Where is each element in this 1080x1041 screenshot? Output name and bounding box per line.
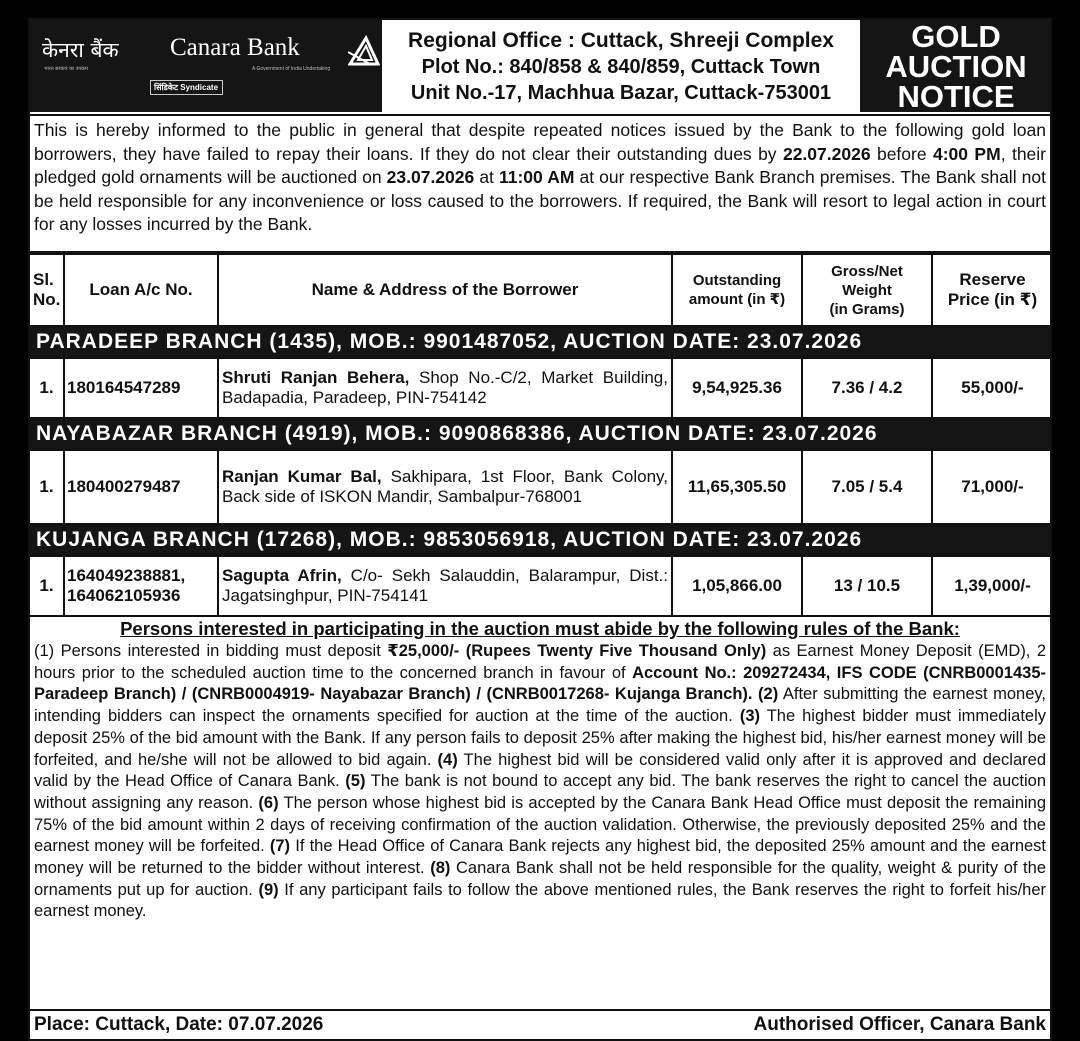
branch-heading-row [30, 524, 1052, 556]
office-line: Unit No.-17, Machhua Bazar, Cuttack-753001 [410, 82, 832, 104]
place-date: Place: Cuttack, Date: 07.07.2026 [34, 1014, 324, 1035]
intro-text: before [870, 143, 933, 164]
due-time: 4:00 PM [933, 143, 1001, 164]
logo-tagline-english: A Government of India Undertaking [252, 66, 331, 72]
branch-heading-row [30, 326, 1052, 358]
intro-text: at [474, 167, 499, 187]
cell-borrower: Sagupta Afrin, C/o- Sekh Salauddin, Balarampur, Dist.: Jagatsinghpur, PIN-754141 [218, 556, 672, 616]
cell-reserve-price: 55,000/- [932, 358, 1052, 418]
cell-outstanding: 1,05,866.00 [672, 556, 802, 616]
borrower-table [30, 253, 1052, 617]
authorised-signatory: Authorised Officer, Canara Bank [753, 1014, 1046, 1035]
canara-bank-logo [30, 20, 382, 112]
header-borrower: Name & Address of the Borrower [218, 254, 672, 326]
cell-outstanding: 9,54,925.36 [672, 358, 802, 418]
office-line: Plot No.: 840/858 & 840/859, Cuttack Town [421, 56, 821, 78]
syndicate-badge: सिंडिकेट Syndicate [150, 80, 223, 95]
cell-borrower: Shruti Ranjan Behera, Shop No.-C/2, Market Building, Badapadia, Paradeep, PIN-754142 [218, 358, 672, 418]
table-row [30, 358, 1052, 418]
branch-heading: KUJANGA BRANCH (17268), MOB.: 9853056918, AUCTION DATE: 23.07.2026 [30, 524, 1052, 556]
header-sl-no: Sl. No. [30, 254, 64, 326]
cell-outstanding: 11,65,305.50 [672, 450, 802, 524]
regional-office-address [386, 20, 856, 112]
title-line: GOLD [911, 19, 1001, 54]
header-outstanding: Outstanding amount (in ₹) [672, 254, 802, 326]
due-date: 22.07.2026 [782, 143, 871, 164]
table-row [30, 450, 1052, 524]
cell-weight: 7.05 / 5.4 [802, 450, 932, 524]
notice-header [30, 20, 1050, 116]
gold-auction-notice [28, 18, 1052, 1041]
table-header-row [30, 254, 1052, 326]
cell-loan-account: 180400279487 [64, 450, 218, 524]
office-line: Regional Office : Cuttack, Shreeji Complex [408, 29, 834, 52]
rules-heading: Persons interested in participating in the auction must abide by the following rules of the Bank: [120, 618, 960, 639]
cell-reserve-price: 1,39,000/- [932, 556, 1052, 616]
auction-date: 23.07.2026 [386, 167, 475, 187]
intro-text: , their pledged gold ornaments will be auctioned on [34, 143, 1046, 187]
cell-sl-no: 1. [30, 556, 64, 616]
cell-borrower: Ranjan Kumar Bal, Sakhipara, 1st Floor, Bank Colony, Back side of ISKON Mandir, Sambalpur-768001 [218, 450, 672, 524]
notice-footer [30, 1009, 1050, 1039]
auction-time: 11:00 AM [498, 167, 575, 187]
cell-loan-account: 164049238881, 164062105936 [64, 556, 218, 616]
branch-heading: NAYABAZAR BRANCH (4919), MOB.: 9090868386, AUCTION DATE: 23.07.2026 [30, 418, 1052, 450]
header-weight: Gross/Net Weight (in Grams) [802, 254, 932, 326]
branch-heading-row [30, 418, 1052, 450]
auction-rules: (1) Persons interested in bidding must deposit ₹25,000/- (Rupees Twenty Five Thousand Only) as Earnest Money Deposit (EMD), 2 hours prior to the scheduled auction time to the concerned branch in favour of Account No.: 209272434, IFS CODE (CNRB0001435- Paradeep Branch) / (CNRB0004919- Nayabazar Branch) / (CNRB0017268- Kujanga Branch). (2) After submitting the earnest money, intending bidders can inspect the ornaments specified for auction at the time of the auction. (3) The highest bidder must immediately deposit 25% of the bid amount with the Bank. If any person fails to deposit 25% after making the highest bid, his/her earnest money will be forfeited, and he/she will not be allowed to bid again. (4) The highest bid will be considered valid only after it is approved and declared valid by the Head Office of Canara Bank. (5) The bank is not bound to accept any bid. The bank reserves the right to cancel the auction without assigning any reason. (6) The person whose highest bid is accepted by the Canara Bank Head Office must deposit the remaining 75% of the bid amount within 2 days of receiving confirmation of the auction validation. Otherwise, the previously deposited 25% and the earnest money will be forfeited. (7) If the Head Office of Canara Bank rejects any highest bid, the deposited 25% amount and the earnest money will be returned to the bidder without interest. (8) Canara Bank shall not be held responsible for the quality, weight & purity of the ornaments put up for auction. (9) If any participant fails to follow the above mentioned rules, the Bank reserves the right to forfeit his/her earnest money. [34, 642, 1047, 921]
header-reserve-price: Reserve Price (in ₹) [932, 254, 1052, 326]
cell-sl-no: 1. [30, 358, 64, 418]
title-line: AUCTION [885, 49, 1027, 84]
cell-reserve-price: 71,000/- [932, 450, 1052, 524]
logo-tagline-hindi: भारत सरकार का उपक्रम [44, 66, 89, 72]
cell-loan-account: 180164547289 [64, 358, 218, 418]
logo-hindi-name: केनरा बैंक [42, 38, 119, 62]
branch-heading: PARADEEP BRANCH (1435), MOB.: 9901487052, AUCTION DATE: 23.07.2026 [30, 326, 1052, 358]
cell-sl-no: 1. [30, 450, 64, 524]
intro-text: at our respective Bank Branch premises. The Bank shall not be held responsible for any inconvenience or loss caused to the borrowers. If required, the Bank will resort to legal action in court for any losses incurred by the Bank. [34, 167, 1046, 234]
title-line: NOTICE [897, 79, 1015, 114]
logo-english-name: Canara Bank [170, 34, 300, 61]
header-loan-account: Loan A/c No. [64, 254, 218, 326]
table-row [30, 556, 1052, 616]
intro-text: This is hereby informed to the public in general that despite repeated notices issued by the Bank to the following gold loan borrowers, they have failed to repay their loans. If they do not clear their outstanding dues by [34, 120, 1046, 164]
canara-bank-triangle-icon [348, 34, 380, 68]
cell-weight: 7.36 / 4.2 [802, 358, 932, 418]
notice-title [860, 20, 1052, 112]
notice-intro-paragraph [30, 116, 1050, 253]
cell-weight: 13 / 10.5 [802, 556, 932, 616]
